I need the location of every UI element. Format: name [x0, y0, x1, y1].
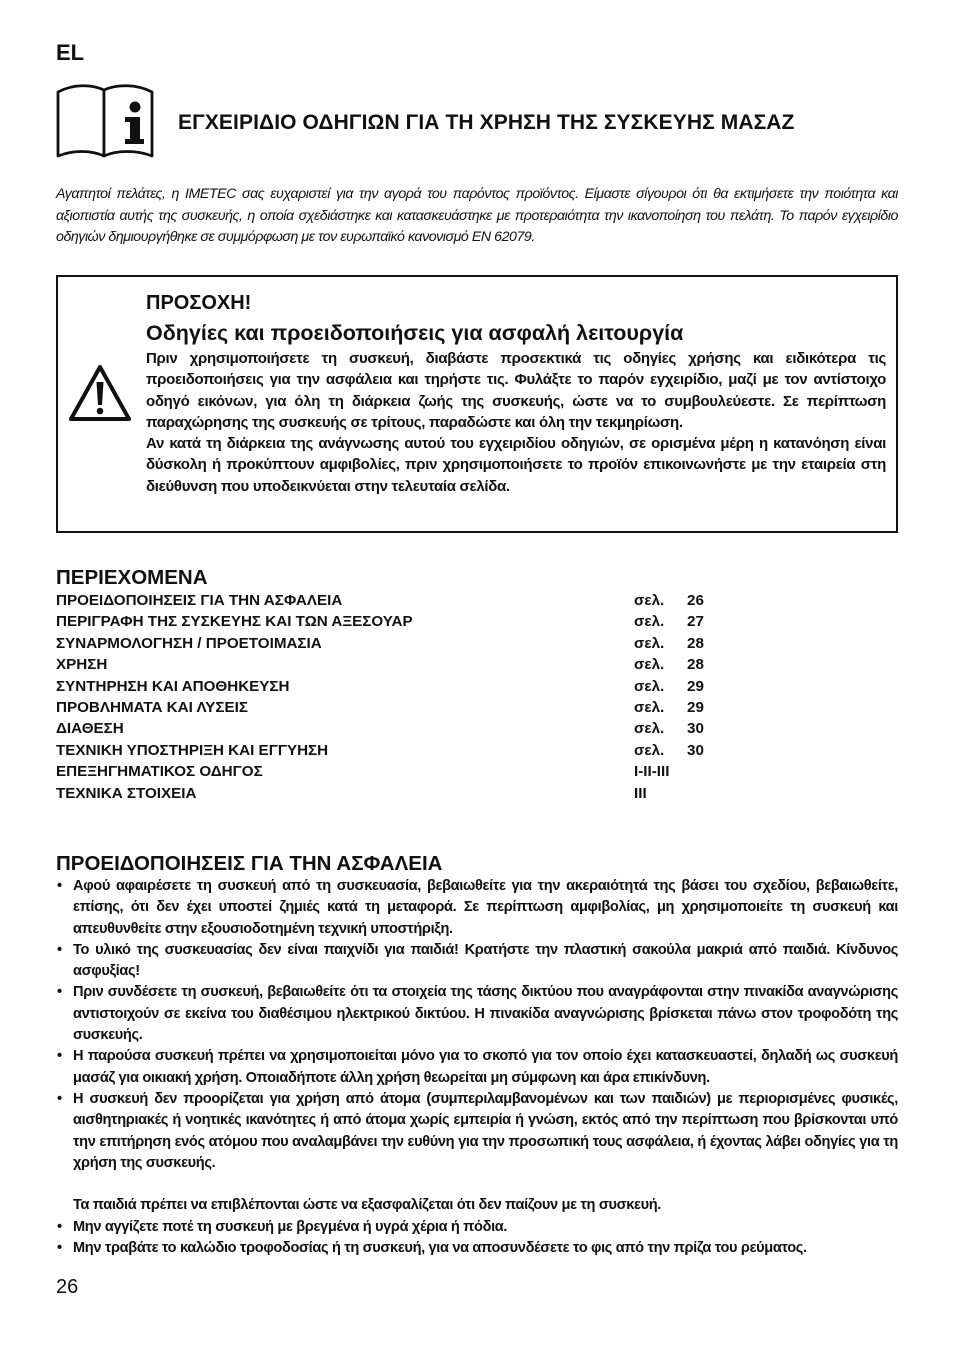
safety-item: • Μην αγγίζετε ποτέ τη συσκευή με βρεγμένα ή υγρά χέρια ή πόδια. — [56, 1217, 898, 1238]
toc-entry-page: III — [634, 784, 647, 802]
table-of-contents — [56, 590, 756, 804]
warning-subtitle: Οδηγίες και προειδοποιήσεις για ασφαλή λειτουργία — [146, 321, 684, 345]
toc-entry-page: 27 — [687, 613, 704, 631]
toc-entry — [56, 611, 756, 632]
safety-item: • Πριν συνδέσετε τη συσκευή, βεβαιωθείτε ότι τα στοιχεία της τάσης δικτύου που αναγράφονται στην πινακίδα αναγνώρισης αντιστοιχούν σε εκείνα του διαθέσιμου ηλεκτρικού δικτύου. Η πινακίδα αναγνώρισης βρίσκεται πάνω στον τροφοδότη της συσκευής. — [56, 982, 898, 1046]
warning-paragraph: Αν κατά τη διάρκεια της ανάγνωσης αυτού του εγχειριδίου οδηγιών, σε ορισμένα μέρη η κατανόηση είναι δύσκολη ή προκύπτουν αμφιβολίες, πριν χρησιμοποιήσετε το προϊόν επικοινωνήστε με την εταιρεία στη διεύθυνση που υποδεικνύεται στην τελευταία σελίδα. — [146, 435, 886, 495]
toc-entry-prefix: σελ. — [634, 677, 665, 695]
safety-item: • Το υλικό της συσκευασίας δεν είναι παιχνίδι για παιδιά! Κρατήστε την πλαστική σακούλα μακριά από παιδιά. Κίνδυνος ασφυξίας! — [56, 940, 898, 983]
warning-title: ΠΡΟΣΟΧΗ! — [146, 292, 252, 314]
manual-title: ΕΓΧΕΙΡΙΔΙΟ ΟΔΗΓΙΩΝ ΓΙΑ ΤΗ ΧΡΗΣΗ ΤΗΣ ΣΥΣΚΕΥΗΣ ΜΑΣΑΖ — [178, 111, 795, 134]
toc-entry-prefix: σελ. — [634, 656, 665, 674]
toc-entry-label: ΠΡΟΒΛΗΜΑΤΑ ΚΑΙ ΛΥΣΕΙΣ — [56, 698, 248, 716]
toc-entry — [56, 783, 756, 804]
toc-entry — [56, 633, 756, 654]
toc-entry-label: ΠΡΟΕΙΔΟΠΟΙΗΣΕΙΣ ΓΙΑ ΤΗΝ ΑΣΦΑΛΕΙΑ — [56, 592, 343, 609]
toc-entry-label: ΕΠΕΞΗΓΗΜΑΤΙΚΟΣ ΟΔΗΓΟΣ — [56, 763, 263, 781]
toc-entry — [56, 740, 756, 761]
toc-entry-label: ΣΥΝΑΡΜΟΛΟΓΗΣΗ / ΠΡΟΕΤΟΙΜΑΣΙΑ — [56, 634, 322, 652]
page-number: 26 — [56, 1276, 79, 1298]
toc-entry — [56, 697, 756, 718]
toc-entry-prefix: σελ. — [634, 720, 665, 738]
intro-text: Αγαπητοί πελάτες, η IMETEC σας ευχαριστεί για την αγορά του παρόντος προϊόντος. Είμαστε σίγουροι ότι θα εκτιμήσετε την ποιότητα και αξιοπιστία αυτής της συσκευής, η οποία σχεδιάστηκε και κατασκευάστηκε με προτεραιότητα την ικανοποίηση του πελάτη. Το παρόν εγχειρίδιο οδηγιών δημιουργήθηκε σε συμμόρφωση με τον ευρωπαϊκό κανονισμό EN 62079. — [56, 186, 898, 245]
info-book-icon — [55, 84, 155, 160]
toc-entry-page: 30 — [687, 720, 704, 738]
toc-entry-page: I-II-III — [634, 763, 670, 781]
toc-entry-page: 30 — [687, 741, 704, 759]
toc-entry-page: 29 — [687, 677, 704, 695]
toc-entry-page: 28 — [687, 656, 704, 674]
toc-entry-label: ΤΕΧΝΙΚΗ ΥΠΟΣΤΗΡΙΞΗ ΚΑΙ ΕΓΓΥΗΣΗ — [56, 741, 329, 759]
toc-heading: ΠΕΡΙΕΧΟΜΕΝΑ — [56, 566, 208, 589]
toc-entry-prefix: σελ. — [634, 613, 665, 631]
safety-item: • Μην τραβάτε το καλώδιο τροφοδοσίας ή τη συσκευή, για να αποσυνδέσετε το φις από την πρίζα του ρεύματος. — [56, 1238, 898, 1259]
toc-entry — [56, 654, 756, 675]
toc-entry — [56, 676, 756, 697]
toc-entry-page: 28 — [687, 634, 704, 652]
warning-paragraph: Πριν χρησιμοποιήσετε τη συσκευή, διαβάστε προσεκτικά τις οδηγίες χρήσης και ειδικότερα τις προειδοποιήσεις για την ασφάλεια και τηρήστε τις. Φυλάξτε το παρόν εγχειρίδιο, μαζί με τον αντίστοιχο οδηγό εικόνων, για όλη τη διάρκεια ζωής της συσκευής, ώστε να το συμβουλεύεστε. Σε περίπτωση παραχώρησης της συσκευής σε τρίτους, παραδώστε και όλη την τεκμηρίωση. — [146, 350, 886, 431]
toc-entry-label: ΧΡΗΣΗ — [56, 656, 108, 674]
safety-heading: ΠΡΟΕΙΔΟΠΟΙΗΣΕΙΣ ΓΙΑ ΤΗΝ ΑΣΦΑΛΕΙΑ — [56, 852, 443, 875]
safety-item: • Η παρούσα συσκευή πρέπει να χρησιμοποιείται μόνο για το σκοπό για τον οποίο έχει κατασκευαστεί, δηλαδή ως συσκευή μασάζ για οικιακή χρήση. Οποιαδήποτε άλλη χρήση θεωρείται μη σύμφωνη και άρα επικίνδυνη. — [56, 1046, 898, 1089]
toc-entry-label: ΣΥΝΤΗΡΗΣΗ ΚΑΙ ΑΠΟΘΗΚΕΥΣΗ — [56, 677, 290, 695]
warning-triangle-icon — [68, 364, 132, 422]
warning-body — [146, 348, 886, 497]
safety-warnings-list — [56, 876, 898, 1259]
toc-entry-label: ΔΙΑΘΕΣΗ — [56, 720, 124, 738]
toc-entry-page: 29 — [687, 698, 704, 716]
toc-entry-prefix: σελ. — [634, 634, 665, 652]
toc-entry-prefix: σελ. — [634, 741, 665, 759]
toc-entry-prefix: σελ. — [634, 698, 665, 716]
safety-item: Τα παιδιά πρέπει να επιβλέπονται ώστε να εξασφαλίζεται ότι δεν παίζουν με τη συσκευή. — [73, 1197, 662, 1214]
toc-entry-label: ΠΕΡΙΓΡΑΦΗ ΤΗΣ ΣΥΣΚΕΥΗΣ ΚΑΙ ΤΩΝ ΑΞΕΣΟΥΑΡ — [56, 613, 413, 631]
toc-entry-prefix: σελ. — [634, 592, 665, 609]
toc-entry-page: 26 — [687, 592, 704, 609]
toc-entry — [56, 761, 756, 782]
toc-entry — [56, 718, 756, 739]
safety-item: • Αφού αφαιρέσετε τη συσκευή από τη συσκευασία, βεβαιωθείτε για την ακεραιότητά της βάσει του σχεδίου, βεβαιωθείτε, επίσης, ότι δεν έχει υποστεί ζημιές κατά τη μεταφορά. Σε περίπτωση αμφιβολίας, μη χρησιμοποιείτε τη συσκευή και απευθυνθείτε στην εξουσιοδοτημένη τεχνική υποστήριξη. — [56, 876, 898, 940]
toc-entry — [56, 590, 756, 611]
language-code: EL — [56, 40, 85, 65]
toc-entry-label: ΤΕΧΝΙΚΑ ΣΤΟΙΧΕΙΑ — [56, 784, 197, 802]
safety-item: • Η συσκευή δεν προορίζεται για χρήση από άτομα (συμπεριλαμβανομένων και των παιδιών) με περιορισμένες φυσικές, αισθητηριακές ή νοητικές ικανότητες ή από άτομα χωρίς εμπειρία ή γνώση, εκτός από την περίπτωση που βρίσκονται υπό την επιτήρηση ενός ατόμου που αναλαμβάνει την ευθύνη για την προσωπική τους ασφάλεια, ή έχοντας λάβει οδηγίες για τη χρήση της συσκευής. — [56, 1089, 898, 1174]
